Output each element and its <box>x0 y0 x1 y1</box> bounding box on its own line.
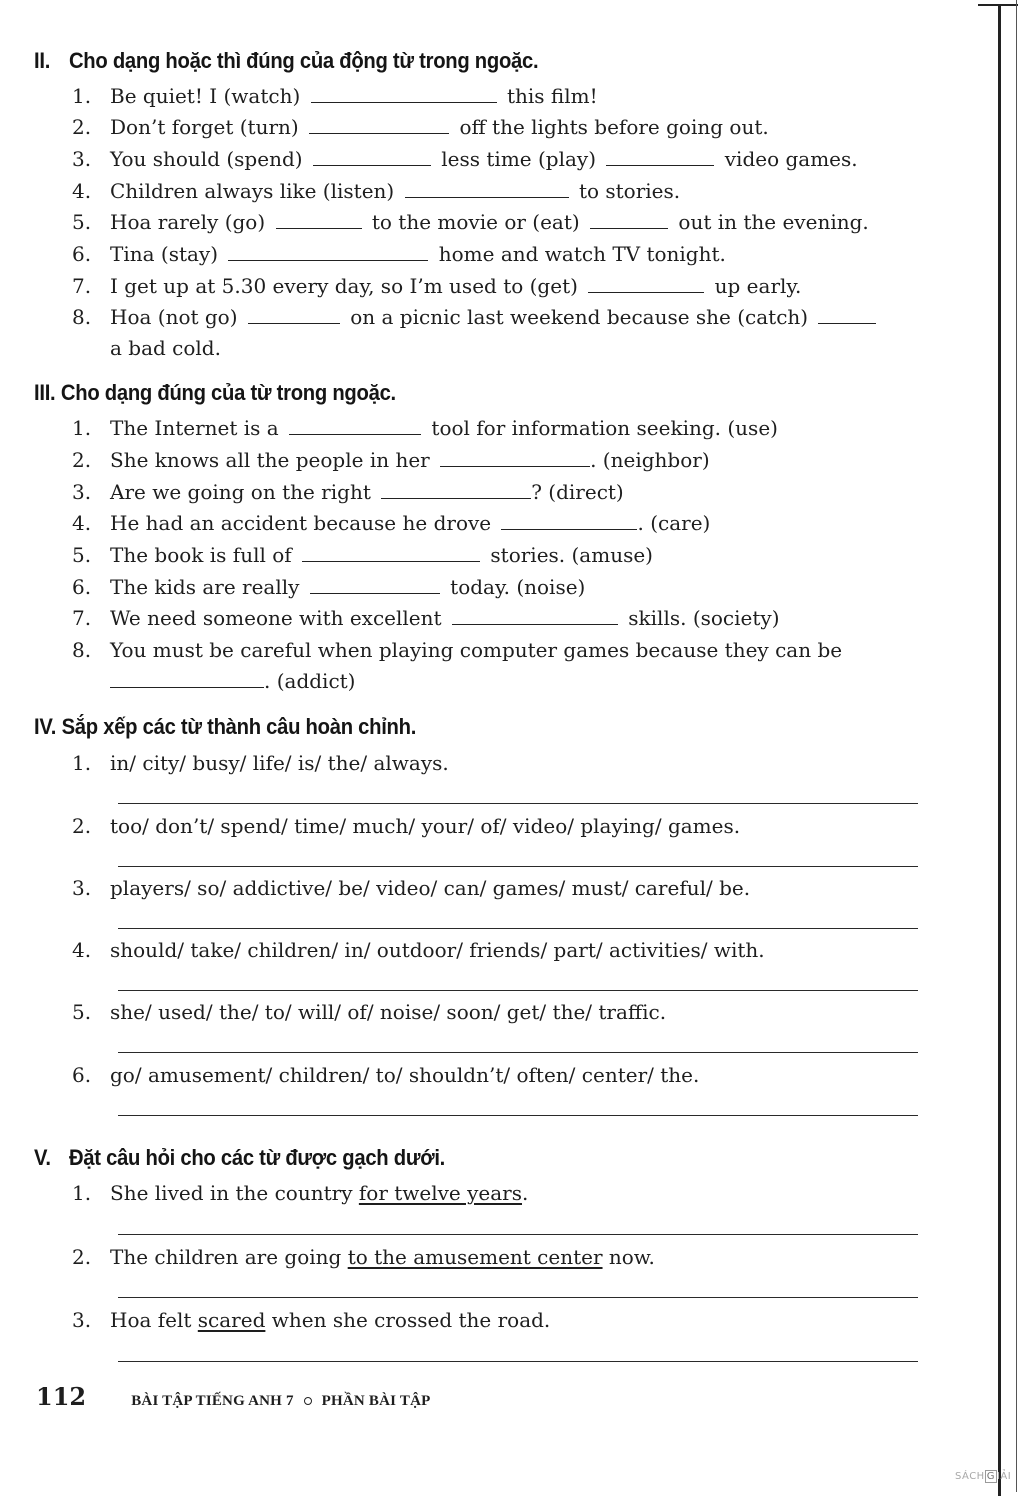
exercise-item: 2. Don’t forget (turn) off the lights before going out. <box>72 115 769 139</box>
answer-blank[interactable] <box>313 147 431 166</box>
exercise-item: 4. He had an accident because he drove . (care) <box>72 511 711 535</box>
exercise-item-continuation: . (addict) <box>110 667 355 695</box>
exercise-item: 4. should/ take/ children/ in/ outdoor/ friends/ part/ activities/ with. <box>72 938 765 962</box>
exercise-item: 8. Hoa (not go) on a picnic last weekend because she (catch) <box>72 303 880 331</box>
answer-blank[interactable] <box>590 210 668 229</box>
answer-blank[interactable] <box>228 242 428 261</box>
answer-blank[interactable] <box>310 575 440 594</box>
section-v-heading: V. Đặt câu hỏi cho các từ được gạch dưới. <box>34 1145 446 1170</box>
page-border-edge <box>1016 0 1017 1492</box>
answer-blank[interactable] <box>289 416 421 435</box>
answer-line[interactable] <box>118 803 918 804</box>
answer-line[interactable] <box>118 990 918 991</box>
answer-line[interactable] <box>118 866 918 867</box>
answer-line[interactable] <box>118 928 918 929</box>
exercise-item-continuation: a bad cold. <box>110 336 221 360</box>
answer-blank[interactable] <box>309 115 449 134</box>
answer-blank[interactable] <box>110 669 264 688</box>
exercise-item: 6. go/ amusement/ children/ to/ shouldn’t/ often/ center/ the. <box>72 1063 700 1087</box>
section-iii-heading: III. Cho dạng đúng của từ trong ngoặc. <box>34 380 396 405</box>
answer-blank[interactable] <box>302 543 480 562</box>
exercise-item: 2. too/ don’t/ spend/ time/ much/ your/ of/ video/ playing/ games. <box>72 814 741 838</box>
answer-line[interactable] <box>118 1297 918 1298</box>
underlined-phrase: for twelve years <box>358 1181 522 1205</box>
answer-blank[interactable] <box>588 274 704 293</box>
exercise-item: 3. You should (spend) less time (play) video games. <box>72 147 858 171</box>
exercise-item: 5. The book is full of stories. (amuse) <box>72 543 653 567</box>
page-border-right <box>998 4 1001 1496</box>
answer-line[interactable] <box>118 1234 918 1235</box>
exercise-item: 3. Hoa felt scared when she crossed the road. <box>72 1308 551 1332</box>
section-ii-heading: II. Cho dạng hoặc thì đúng của động từ trong ngoặc. <box>34 48 539 73</box>
answer-blank[interactable] <box>381 480 531 499</box>
answer-line[interactable] <box>118 1361 918 1362</box>
book-title: BÀI TẬP TIẾNG ANH 7 <box>131 1393 294 1409</box>
exercise-item: 7. We need someone with excellent skills. (society) <box>72 606 780 630</box>
exercise-item: 2. The children are going to the amusement center now. <box>72 1245 655 1269</box>
underlined-phrase: to the amusement center <box>347 1245 603 1269</box>
answer-line[interactable] <box>118 1052 918 1053</box>
exercise-item: 5. she/ used/ the/ to/ will/ of/ noise/ soon/ get/ the/ traffic. <box>72 1000 667 1024</box>
exercise-item: 4. Children always like (listen) to stories. <box>72 179 681 203</box>
answer-blank[interactable] <box>501 511 637 530</box>
section-iv-heading: IV. Sắp xếp các từ thành câu hoàn chỉnh. <box>34 714 417 739</box>
exercise-item: 3. Are we going on the right ? (direct) <box>72 480 624 504</box>
exercise-item: 6. The kids are really today. (noise) <box>72 575 586 599</box>
exercise-item: 1. in/ city/ busy/ life/ is/ the/ always. <box>72 751 449 775</box>
exercise-item: 7. I get up at 5.30 every day, so I’m used to (get) up early. <box>72 274 802 298</box>
exercise-item: 1. The Internet is a tool for information seeking. (use) <box>72 416 778 440</box>
answer-blank[interactable] <box>276 210 362 229</box>
answer-blank[interactable] <box>248 305 340 324</box>
watermark: SÁCH G IẢI <box>955 1471 1012 1482</box>
page-number: 112 <box>36 1382 87 1411</box>
underlined-phrase: scared <box>197 1308 266 1332</box>
answer-blank[interactable] <box>606 147 714 166</box>
exercise-item: 5. Hoa rarely (go) to the movie or (eat) out in the evening. <box>72 210 869 234</box>
page-footer <box>36 1382 430 1411</box>
exercise-item: 6. Tina (stay) home and watch TV tonight. <box>72 242 726 266</box>
answer-blank[interactable] <box>452 606 618 625</box>
answer-blank[interactable] <box>405 179 569 198</box>
bullet-icon <box>304 1397 312 1405</box>
answer-line[interactable] <box>118 1115 918 1116</box>
exercise-item: 2. She knows all the people in her . (neighbor) <box>72 448 710 472</box>
answer-blank[interactable] <box>440 448 590 467</box>
exercise-item: 1. She lived in the country for twelve years. <box>72 1181 529 1205</box>
exercise-item: 3. players/ so/ addictive/ be/ video/ can/ games/ must/ careful/ be. <box>72 876 751 900</box>
exercise-item: 8. You must be careful when playing computer games because they can be <box>72 638 843 662</box>
exercise-item: 1. Be quiet! I (watch) this film! <box>72 84 598 108</box>
answer-blank[interactable] <box>311 84 497 103</box>
answer-blank[interactable] <box>818 305 876 324</box>
logo-icon: G <box>986 1471 995 1482</box>
book-part: PHẦN BÀI TẬP <box>321 1393 431 1409</box>
